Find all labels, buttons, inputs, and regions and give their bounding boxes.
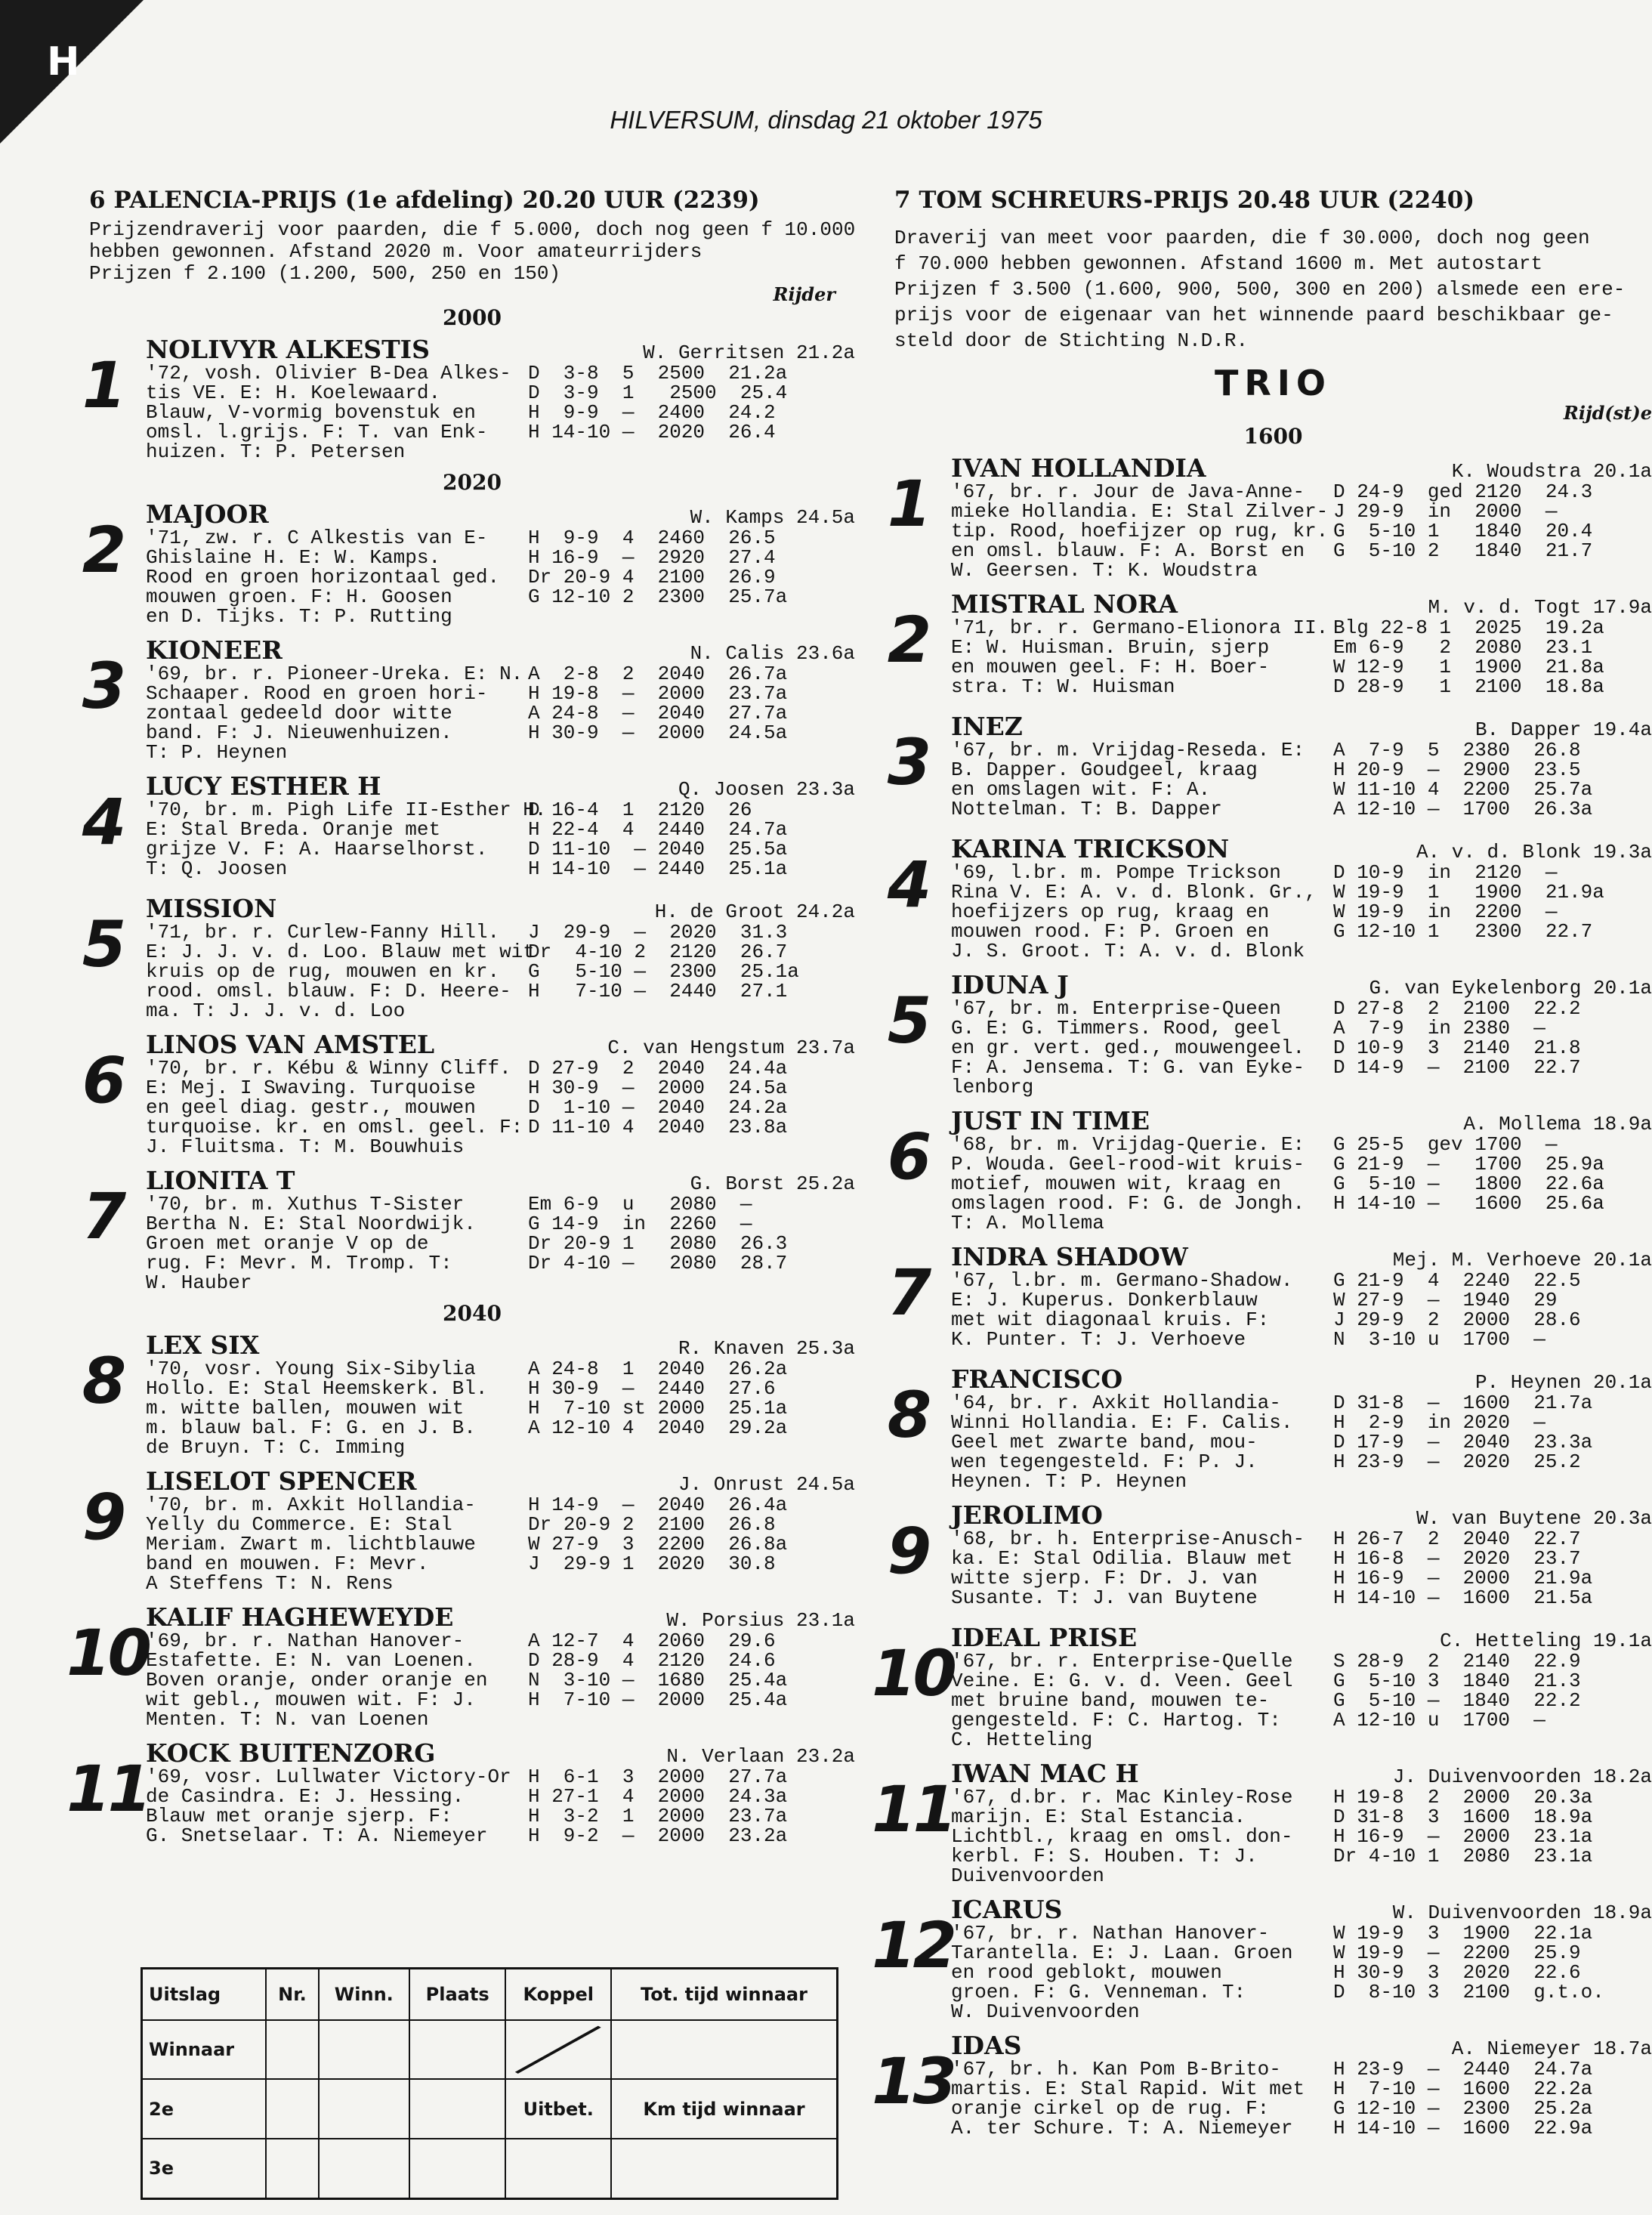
horse-entry	[887, 1106, 1652, 1234]
horse-body	[146, 1058, 855, 1157]
crossed-out-cell	[505, 2020, 611, 2079]
horse-pedigree: '69, br. r. Pioneer-Ureka. E: N. Schaaper. Rood en groen hori- zontaal gedeeld door witte band. F: J. Nieuwenhuizen. T: P. Heynen	[146, 663, 523, 764]
horse-pedigree: '68, br. h. Enterprise-Anusch- ka. E: Stal Odilia. Blauw met witte sjerp. F: Dr. J. van Susante. T: J. van Buytene	[951, 1528, 1305, 1609]
horse-entry	[887, 970, 1652, 1098]
horse-recent-starts: W 19-9 3 1900 22.1a W 19-9 — 2200 25.9 H 30-9 3 2020 22.6 D 8-10 3 2100 g.t.o.	[1333, 1922, 1604, 2003]
horse-pedigree: '67, br. r. Jour de Java-Anne- mieke Hollandia. E: Stal Zilver- tip. Rood, hoefijzer op rug, kr. en omsl. blauw. F: A. Borst en W. Geersen. T: K. Woudstra	[951, 480, 1329, 582]
horse-pedigree: '72, vosh. Olivier B-Dea Alkes- tis VE. E: H. Koelewaard. Blauw, V-vormig bovenstuk en omsl. l.grijs. F: T. van Enk- huizen. T: P. Petersen	[146, 362, 511, 463]
horse-entry	[82, 1330, 855, 1459]
horse-header	[146, 1166, 855, 1194]
horse-header	[951, 970, 1652, 999]
horse-entry	[872, 1623, 1652, 1751]
horse-header	[951, 1759, 1652, 1787]
horse-recent-starts: D 24-9 ged 2120 24.3 J 29-9 in 2000 — G 5-10 1 1840 20.4 G 5-10 2 1840 21.7	[1333, 480, 1593, 562]
horse-recent-starts: H 23-9 — 2440 24.7a H 7-10 — 1600 22.2a G 12-10 — 2300 25.2a H 14-10 — 1600 22.9a	[1333, 2058, 1593, 2139]
horse-header	[951, 712, 1652, 740]
horse-rider: H. de Groot 24.2a	[654, 901, 855, 923]
horse-header	[146, 499, 855, 528]
horse-rider: G. Borst 25.2a	[690, 1172, 855, 1195]
horse-rider: A. Niemeyer 18.7a	[1451, 2037, 1652, 2060]
horse-rider: R. Knaven 25.3a	[678, 1337, 855, 1360]
table-header-cell: Koppel	[505, 1969, 611, 2021]
horse-recent-starts: A 24-8 1 2040 26.2a H 30-9 — 2440 27.6 H 7-10 st 2000 25.1a A 12-10 4 2040 29.2a	[528, 1358, 788, 1439]
horse-number: 10	[66, 1616, 149, 1690]
horse-name: IVAN HOLLANDIA	[951, 453, 1206, 483]
table-header-cell: Uitslag	[142, 1969, 267, 2021]
horse-name: LISELOT SPENCER	[146, 1466, 417, 1496]
table-cell[interactable]	[319, 2079, 409, 2138]
rider-column-label: Rijder	[773, 283, 835, 305]
table-cell[interactable]	[611, 2020, 838, 2079]
horse-name: NOLIVYR ALKESTIS	[146, 335, 430, 364]
horse-rider: A. Mollema 18.9a	[1463, 1113, 1652, 1135]
horse-body	[951, 1393, 1652, 1491]
race-6-horses-2040	[66, 1330, 855, 1852]
table-cell[interactable]	[409, 2139, 506, 2199]
horse-recent-starts: H 14-9 — 2040 26.4a Dr 20-9 2 2100 26.8 W 27-9 3 2200 26.8a J 29-9 1 2020 30.8	[528, 1494, 788, 1575]
horse-entry	[82, 1466, 855, 1595]
horse-number: 7	[887, 1256, 929, 1330]
horse-entry	[887, 834, 1652, 962]
horse-header	[951, 453, 1652, 482]
horse-body	[951, 1651, 1652, 1750]
horse-rider: W. Duivenvoorden 18.9a	[1392, 1901, 1652, 1924]
horse-pedigree: '67, br. r. Enterprise-Quelle Veine. E: G. v. d. Veen. Geel met bruine band, mouwen te- gengesteld. F: C. Hartog. T: C. Hetteling	[951, 1650, 1293, 1751]
page-header: HILVERSUM, dinsdag 21 oktober 1975	[610, 106, 1042, 134]
horse-number: 3	[887, 725, 929, 799]
horse-number: 9	[887, 1514, 929, 1588]
horse-entry	[82, 499, 855, 628]
horse-header	[951, 589, 1652, 618]
table-row-label: 2e	[142, 2079, 267, 2138]
horse-name: MAJOOR	[146, 499, 269, 529]
horse-name: LUCY ESTHER H	[146, 771, 381, 801]
horse-body	[146, 1359, 855, 1457]
horse-number: 10	[872, 1636, 954, 1710]
horse-pedigree: '70, vosr. Young Six-Sibylia Hollo. E: Stal Heemskerk. Bl. m. witte ballen, mouwen wit m. blauw bal. F: G. en J. B. de Bruyn. T: C. Imming	[146, 1358, 488, 1459]
table-cell-label: Uitbet.	[505, 2079, 611, 2138]
horse-pedigree: '71, br. r. Germano-Elionora II. E: W. Huisman. Bruin, sjerp en mouwen geel. F: H. Boer- stra. T: W. Huisman	[951, 616, 1329, 698]
horse-pedigree: '71, zw. r. C Alkestis van E- Ghislaine H. E: W. Kamps. Rood en groen horizontaal ged. mouwen groen. F: H. Goosen en D. Tijks. T: P. Rutting	[146, 527, 500, 628]
horse-header	[951, 2031, 1652, 2059]
race-7-horses	[872, 453, 1652, 2144]
horse-number: 11	[66, 1752, 149, 1826]
horse-number: 2	[82, 513, 124, 587]
race-7-column	[872, 186, 1652, 2153]
horse-recent-starts: J 29-9 — 2020 31.3 Dr 4-10 2 2120 26.7 G 5-10 — 2300 25.1a H 7-10 — 2440 27.1	[528, 921, 799, 1002]
table-cell[interactable]	[505, 2139, 611, 2199]
horse-pedigree: '71, br. r. Curlew-Fanny Hill. E: J. J. v. d. Loo. Blauw met wit kruis op de rug, mouwen en kr. rood. omsl. blauw. F: D. Heere- ma. T: J. J. v. d. Loo	[146, 921, 535, 1022]
horse-pedigree: '70, br. r. Kébu & Winny Cliff. E: Mej. I Swaving. Turquoise en geel diag. gestr., mouwen turquoise. kr. en omsl. geel. F: J. Fluitsma. T: M. Bouwhuis	[146, 1057, 523, 1158]
horse-rider: N. Calis 23.6a	[690, 642, 855, 665]
horse-pedigree: '70, br. m. Axkit Hollandia- Yelly du Commerce. E: Stal Meriam. Zwart m. lichtblauwe band en mouwen. F: Mevr. A Steffens T: N. Rens	[146, 1494, 476, 1595]
horse-body	[951, 482, 1652, 580]
race-6-column	[66, 186, 856, 1861]
horse-entry	[82, 894, 855, 1022]
horse-header	[951, 1623, 1652, 1651]
horse-number: 6	[82, 1043, 124, 1117]
horse-entry	[82, 771, 855, 885]
horse-recent-starts: Em 6-9 u 2080 — G 14-9 in 2260 — Dr 20-9 1 2080 26.3 Dr 4-10 — 2080 28.7	[528, 1193, 788, 1274]
horse-pedigree: '69, l.br. m. Pompe Trickson Rina V. E: A. v. d. Blonk. Gr., hoefijzers op rug, kraag en mouwen rood. F: P. Groen en J. S. Groot. T: A. v. d. Blonk	[951, 861, 1317, 962]
horse-name: IDAS	[951, 2031, 1022, 2060]
table-header-cell: Plaats	[409, 1969, 506, 2021]
distance-group-2040: 2040	[443, 1301, 502, 1326]
horse-number: 12	[872, 1908, 954, 1982]
horse-number: 13	[872, 2044, 954, 2118]
horse-entry	[82, 635, 855, 764]
horse-number: 4	[887, 848, 929, 922]
horse-body	[951, 999, 1652, 1097]
table-cell[interactable]	[611, 2139, 838, 2199]
horse-entry	[66, 1602, 855, 1731]
horse-body	[951, 1135, 1652, 1233]
horse-number: 7	[82, 1179, 124, 1253]
horse-body	[146, 1767, 855, 1846]
horse-name: JUST IN TIME	[951, 1106, 1150, 1135]
horse-pedigree: '69, vosr. Lullwater Victory-Or de Casindra. E: J. Hessing. Blauw met oranje sjerp. F: G. Snetselaar. T: A. Niemeyer	[146, 1766, 511, 1847]
horse-rider: J. Duivenvoorden 18.2a	[1392, 1766, 1652, 1788]
horse-name: KOCK BUITENZORG	[146, 1738, 436, 1768]
horse-header	[951, 834, 1652, 863]
horse-entry	[887, 589, 1652, 703]
horse-body	[146, 922, 855, 1021]
horse-body	[146, 1194, 855, 1293]
horse-recent-starts: H 9-9 4 2460 26.5 H 16-9 — 2920 27.4 Dr 20-9 4 2100 26.9 G 12-10 2 2300 25.7a	[528, 527, 788, 608]
horse-rider: A. v. d. Blonk 19.3a	[1416, 841, 1652, 863]
horse-number: 8	[82, 1344, 124, 1418]
horse-entry	[887, 1242, 1652, 1355]
table-cell[interactable]	[319, 2020, 409, 2079]
horse-header	[951, 1242, 1652, 1271]
horse-recent-starts: A 12-7 4 2060 29.6 D 28-9 4 2120 24.6 N 3-10 — 1680 25.4a H 7-10 — 2000 25.4a	[528, 1630, 788, 1711]
horse-name: LIONITA T	[146, 1166, 295, 1195]
horse-entry	[66, 1738, 855, 1852]
horse-rider: J. Onrust 24.5a	[678, 1473, 855, 1496]
distance-group-1600: 1600	[1243, 424, 1303, 449]
horse-name: JEROLIMO	[951, 1500, 1103, 1530]
table-cell[interactable]	[319, 2139, 409, 2199]
horse-body	[146, 800, 855, 879]
horse-number: 5	[887, 984, 929, 1058]
result-form-table	[140, 1967, 838, 2200]
race-7-description: Draverij van meet voor paarden, die f 30.000, doch nog geen f 70.000 hebben gewonnen. Afstand 1600 m. Met autostart Prijzen f 3.500 (1.600, 900, 500, 300 en 200) alsmede een ere- prijs voor de eigenaar van het winnende paard beschikbaar ge- steld door de Stichting N.D.R.	[894, 227, 1626, 352]
horse-body	[951, 740, 1652, 819]
horse-recent-starts: D 16-4 1 2120 26 H 22-4 4 2440 24.7a D 11-10 — 2040 25.5a H 14-10 — 2440 25.1a	[528, 799, 788, 880]
horse-rider: C. Hetteling 19.1a	[1440, 1630, 1652, 1652]
horse-rider: M. v. d. Togt 17.9a	[1428, 596, 1652, 619]
horse-entry	[82, 1166, 855, 1294]
race-6-horses-2020	[82, 499, 855, 1294]
horse-pedigree: '67, br. r. Nathan Hanover- Tarantella. E: J. Laan. Groen en rood geblokt, mouwen groen. F: G. Venneman. T: W. Duivenvoorden	[951, 1922, 1293, 2023]
horse-number: 3	[82, 649, 124, 723]
horse-body	[146, 1495, 855, 1593]
horse-number: 1	[887, 467, 929, 541]
horse-body	[951, 863, 1652, 961]
distance-group-2000: 2000	[443, 305, 502, 330]
table-cell[interactable]	[266, 2020, 319, 2079]
distance-group-2020: 2020	[443, 470, 502, 495]
horse-name: KARINA TRICKSON	[951, 834, 1230, 863]
table-cell[interactable]	[266, 2139, 319, 2199]
horse-recent-starts: H 6-1 3 2000 27.7a H 27-1 4 2000 24.3a H 3-2 1 2000 23.7a H 9-2 — 2000 23.2a	[528, 1766, 788, 1847]
horse-header	[146, 635, 855, 664]
horse-header	[146, 894, 855, 922]
horse-pedigree: '67, l.br. m. Germano-Shadow. E: J. Kuperus. Donkerblauw met wit diagonaal kruis. F: K. Punter. T: J. Verhoeve	[951, 1269, 1293, 1351]
race-6-description: Prijzendraverij voor paarden, die f 5.000, doch nog geen f 10.000 hebben gewonnen. Afstand 2020 m. Voor amateurrijders Prijzen f 2.100 (1.200, 500, 250 en 150)	[89, 218, 856, 285]
slash-mark	[506, 2021, 610, 2078]
horse-rider: G. van Eykelenborg 20.1a	[1369, 977, 1652, 999]
trio-label: TRIO	[1214, 363, 1332, 403]
horse-body	[951, 2059, 1652, 2138]
horse-number: 4	[82, 785, 124, 859]
horse-header	[951, 1364, 1652, 1393]
horse-header	[146, 335, 855, 363]
horse-header	[146, 1466, 855, 1495]
horse-rider: B. Dapper 19.4a	[1474, 718, 1652, 741]
horse-recent-starts: G 25-5 gev 1700 — G 21-9 — 1700 25.9a G 5-10 — 1800 22.6a H 14-10 — 1600 25.6a	[1333, 1133, 1604, 1215]
table-header-cell: Nr.	[266, 1969, 319, 2021]
table-row-label: 3e	[142, 2139, 267, 2199]
horse-name: IDUNA J	[951, 970, 1069, 999]
horse-rider: W. Porsius 23.1a	[666, 1609, 855, 1632]
horse-entry	[872, 1895, 1652, 2023]
horse-recent-starts: D 27-8 2 2100 22.2 A 7-9 in 2380 — D 10-9 3 2140 21.8 D 14-9 — 2100 22.7	[1333, 997, 1581, 1079]
race-6-horses-2000	[82, 335, 855, 463]
horse-entry	[872, 1759, 1652, 1887]
horse-header	[146, 771, 855, 800]
horse-rider: W. Gerritsen 21.2a	[643, 341, 855, 364]
table-cell[interactable]	[266, 2079, 319, 2138]
horse-recent-starts: D 27-9 2 2040 24.4a H 30-9 — 2000 24.5a D 1-10 — 2040 24.2a D 11-10 4 2040 23.8a	[528, 1057, 788, 1138]
horse-pedigree: '67, br. h. Kan Pom B-Brito- martis. E: Stal Rapid. Wit met oranje cirkel op de rug. F: A. ter Schure. T: A. Niemeyer	[951, 2058, 1305, 2139]
horse-header	[146, 1330, 855, 1359]
horse-header	[146, 1030, 855, 1058]
horse-entry	[887, 453, 1652, 582]
horse-recent-starts: S 28-9 2 2140 22.9 G 5-10 3 1840 21.3 G 5-10 — 1840 22.2 A 12-10 u 1700 —	[1333, 1650, 1581, 1732]
horse-rider: W. van Buytene 20.3a	[1416, 1507, 1652, 1530]
horse-body	[951, 1923, 1652, 2022]
horse-name: IWAN MAC H	[951, 1759, 1139, 1788]
horse-pedigree: '67, d.br. r. Mac Kinley-Rose marijn. E: Stal Estancia. Lichtbl., kraag en omsl. don- kerbl. F: S. Houben. T: J. Duivenvoorden	[951, 1786, 1293, 1887]
horse-pedigree: '64, br. r. Axkit Hollandia- Winni Hollandia. E: F. Calis. Geel met zwarte band, mou- wen tegengesteld. F: P. J. Heynen. T: P. Heynen	[951, 1392, 1293, 1493]
horse-name: LINOS VAN AMSTEL	[146, 1030, 435, 1059]
horse-name: KALIF HAGHEWEYDE	[146, 1602, 454, 1632]
table-cell-label: Km tijd winnaar	[611, 2079, 838, 2138]
horse-recent-starts: A 2-8 2 2040 26.7a H 19-8 — 2000 23.7a A 24-8 — 2040 27.7a H 30-9 — 2000 24.5a	[528, 663, 788, 744]
horse-entry	[887, 1364, 1652, 1493]
horse-rider: C. van Hengstum 23.7a	[607, 1036, 855, 1059]
horse-body	[146, 528, 855, 626]
horse-pedigree: '70, br. m. Pigh Life II-Esther H. E: Stal Breda. Oranje met grijze V. F: A. Haarselhorst. T: Q. Joosen	[146, 799, 547, 880]
horse-rider: W. Kamps 24.5a	[690, 506, 855, 529]
horse-rider: Q. Joosen 23.3a	[678, 778, 855, 801]
horse-entry	[82, 335, 855, 463]
horse-entry	[872, 2031, 1652, 2144]
horse-recent-starts: D 10-9 in 2120 — W 19-9 1 1900 21.9a W 19-9 in 2200 — G 12-10 1 2300 22.7	[1333, 861, 1604, 943]
horse-name: INDRA SHADOW	[951, 1242, 1188, 1271]
horse-recent-starts: H 26-7 2 2040 22.7 H 16-8 — 2020 23.7 H 16-9 — 2000 21.9a H 14-10 — 1600 21.5a	[1333, 1528, 1593, 1609]
horse-body	[951, 1271, 1652, 1349]
horse-entry	[887, 1500, 1652, 1614]
horse-name: MISTRAL NORA	[951, 589, 1178, 619]
horse-header	[951, 1500, 1652, 1529]
horse-body	[951, 1529, 1652, 1608]
table-cell[interactable]	[409, 2079, 506, 2138]
horse-name: INEZ	[951, 712, 1023, 741]
horse-name: FRANCISCO	[951, 1364, 1123, 1394]
horse-number: 2	[887, 603, 929, 677]
race-6-title: 6 PALENCIA-PRIJS (1e afdeling) 20.20 UUR (2239)	[89, 187, 760, 214]
horse-number: 1	[82, 348, 124, 422]
horse-pedigree: '68, br. m. Vrijdag-Querie. E: P. Wouda. Geel-rood-wit kruis- motief, mouwen wit, kraag en omslagen rood. F: G. de Jongh. T: A. Mollema	[951, 1133, 1305, 1234]
horse-entry	[887, 712, 1652, 825]
table-row-label: Winnaar	[142, 2020, 267, 2079]
horse-rider: Mej. M. Verhoeve 20.1a	[1392, 1249, 1652, 1271]
horse-header	[146, 1738, 855, 1767]
horse-recent-starts: A 7-9 5 2380 26.8 H 20-9 — 2900 23.5 W 11-10 4 2200 25.7a A 12-10 — 1700 26.3a	[1333, 739, 1593, 820]
horse-pedigree: '70, br. m. Xuthus T-Sister Bertha N. E: Stal Noordwijk. Groen met oranje V op de rug. F: Mevr. M. Tromp. T: W. Hauber	[146, 1193, 476, 1294]
race-7-title: 7 TOM SCHREURS-PRIJS 20.48 UUR (2240)	[894, 187, 1474, 214]
horse-header	[951, 1895, 1652, 1923]
horse-body	[951, 618, 1652, 697]
horse-recent-starts: G 21-9 4 2240 22.5 W 27-9 — 1940 29 J 29-9 2 2000 28.6 N 3-10 u 1700 —	[1333, 1269, 1581, 1351]
horse-number: 6	[887, 1120, 929, 1194]
horse-body	[951, 1787, 1652, 1886]
horse-recent-starts: Blg 22-8 1 2025 19.2a Em 6-9 2 2080 23.1 W 12-9 1 1900 21.8a D 28-9 1 2100 18.8a	[1333, 616, 1604, 698]
horse-pedigree: '67, br. m. Enterprise-Queen G. E: G. Timmers. Rood, geel en gr. vert. ged., mouwengeel. F: A. Jensema. T: G. van Eyke- lenborg	[951, 997, 1305, 1098]
table-cell[interactable]	[409, 2020, 506, 2079]
rider-column-label: Rijd(st)e	[1563, 402, 1652, 424]
horse-recent-starts: H 19-8 2 2000 20.3a D 31-8 3 1600 18.9a H 16-9 — 2000 23.1a Dr 4-10 1 2080 23.1a	[1333, 1786, 1593, 1867]
horse-header	[146, 1602, 855, 1631]
horse-number: 5	[82, 907, 124, 981]
horse-recent-starts: D 31-8 — 1600 21.7a H 2-9 in 2020 — D 17-9 — 2040 23.3a H 23-9 — 2020 25.2	[1333, 1392, 1593, 1473]
horse-rider: N. Verlaan 23.2a	[666, 1745, 855, 1768]
horse-body	[146, 363, 855, 462]
section-letter: H	[47, 39, 80, 85]
horse-recent-starts: D 3-8 5 2500 21.2a D 3-9 1 2500 25.4 H 9-9 — 2400 24.2 H 14-10 — 2020 26.4	[528, 362, 788, 443]
horse-number: 9	[82, 1480, 124, 1554]
horse-name: LEX SIX	[146, 1330, 260, 1360]
horse-name: ICARUS	[951, 1895, 1063, 1924]
horse-name: KIONEER	[146, 635, 283, 665]
horse-pedigree: '69, br. r. Nathan Hanover- Estafette. E: N. van Loenen. Boven oranje, onder oranje en wit gebl., mouwen wit. F: J. Menten. T: N. van Loenen	[146, 1630, 488, 1731]
horse-header	[951, 1106, 1652, 1135]
horse-pedigree: '67, br. m. Vrijdag-Reseda. E: B. Dapper. Goudgeel, kraag en omslagen wit. F: A. Nottelman. T: B. Dapper	[951, 739, 1305, 820]
horse-name: MISSION	[146, 894, 277, 923]
horse-number: 11	[872, 1772, 954, 1846]
table-header-cell: Tot. tijd winnaar	[611, 1969, 838, 2021]
horse-name: IDEAL PRISE	[951, 1623, 1138, 1652]
horse-number: 8	[887, 1378, 929, 1452]
table-header-cell: Winn.	[319, 1969, 409, 2021]
horse-rider: P. Heynen 20.1a	[1474, 1371, 1652, 1394]
horse-rider: K. Woudstra 20.1a	[1451, 460, 1652, 483]
horse-entry	[82, 1030, 855, 1158]
horse-body	[146, 664, 855, 762]
horse-body	[146, 1631, 855, 1729]
